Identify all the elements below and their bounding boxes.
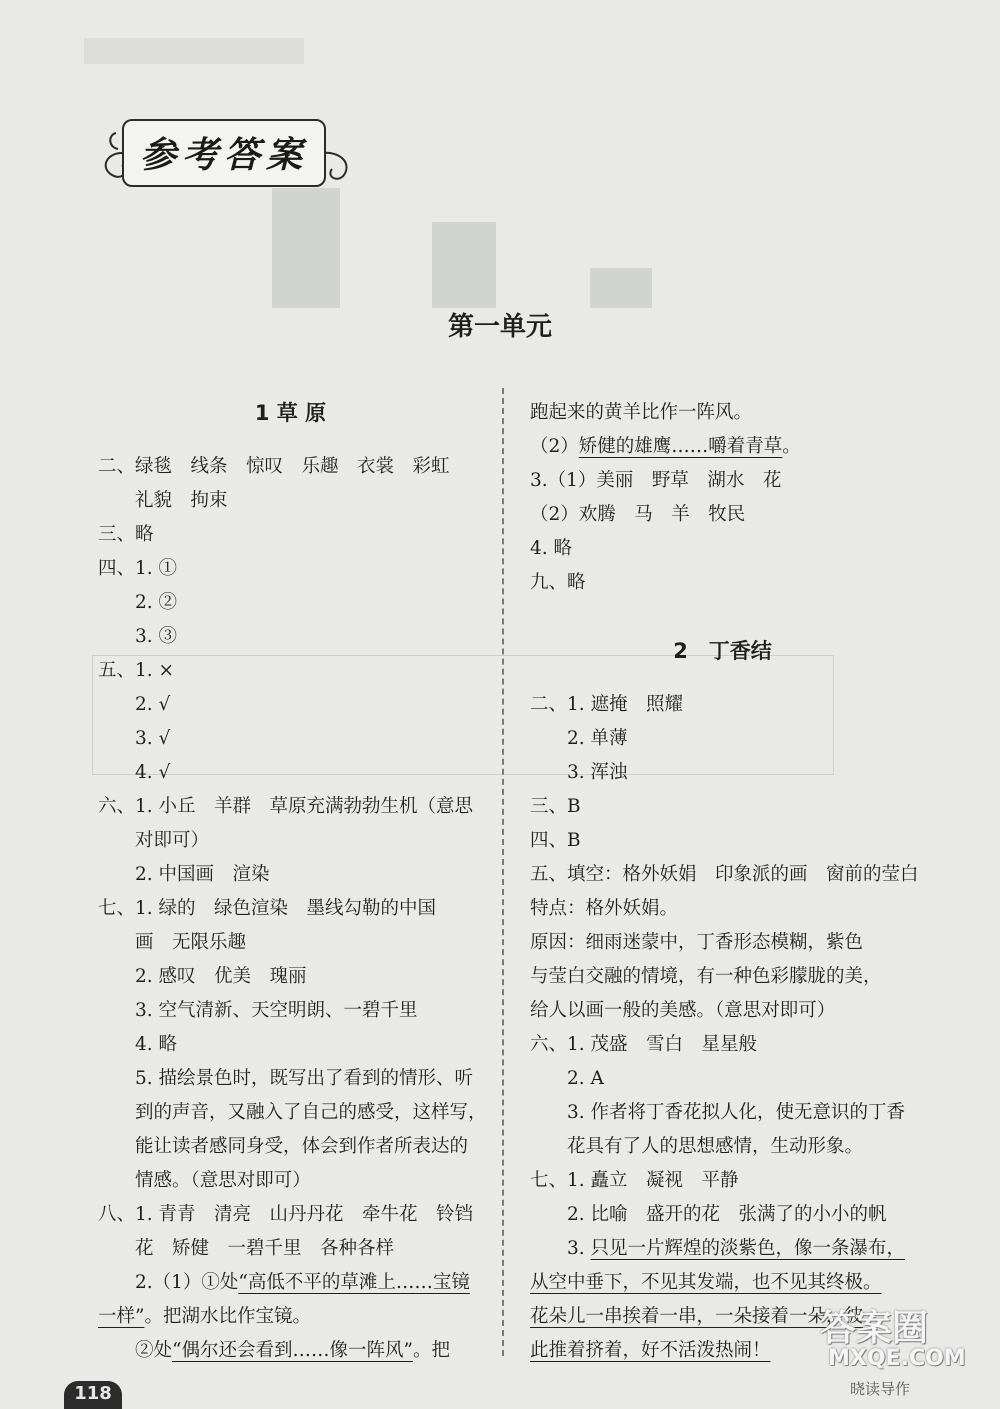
- answer-line: 画 无限乐趣: [98, 932, 247, 953]
- page-number: 118: [64, 1381, 122, 1409]
- lesson-title: 1 草 原: [254, 401, 327, 425]
- answer-line: [530, 1266, 915, 1300]
- underlined-quote: 从空中垂下，不见其发端，也不见其终极。: [530, 1272, 882, 1293]
- answer-text: ②处: [98, 1340, 173, 1361]
- right-column: [530, 396, 919, 1368]
- underlined-quote: “偶尔还会看到……像一阵风”: [172, 1340, 413, 1361]
- answer-text: 2.（1）①处: [98, 1272, 239, 1293]
- answer-line: 4. √: [98, 762, 171, 783]
- watermark-logo: 答案圈: [820, 1308, 929, 1349]
- lesson-title: 2 丁香结: [673, 639, 772, 663]
- answer-line: 九、略: [530, 572, 586, 593]
- answer-line: [98, 1266, 483, 1300]
- answer-line: 2. 中国画 渲染: [98, 864, 270, 885]
- answer-line: [98, 1334, 483, 1368]
- answer-line: 七、1. 矗立 凝视 平静: [530, 1170, 739, 1191]
- underlined-quote: 此推着挤着，好不活泼热闹！: [530, 1340, 771, 1361]
- answer-line: 七、1. 绿的 绿色渲染 墨线勾勒的中国: [98, 898, 437, 919]
- ghost-bar: [84, 38, 304, 64]
- answer-line: 3. 浑浊: [530, 762, 628, 783]
- answer-line: 2. √: [98, 694, 171, 715]
- answer-line: 三、略: [98, 524, 154, 545]
- underlined-quote: “高低不平的草滩上……宝镜: [238, 1272, 470, 1293]
- underlined-quote: 只见一片辉煌的淡紫色，像一条瀑布，: [590, 1238, 906, 1259]
- answer-line: 5. 描绘景色时，既写出了看到的情形、听: [98, 1068, 474, 1089]
- answer-text: 。把: [412, 1340, 450, 1361]
- answer-line: 2. 单薄: [530, 728, 628, 749]
- watermark-caption: 晓读导作: [850, 1380, 911, 1398]
- answer-line: 二、1. 遮掩 照耀: [530, 694, 684, 715]
- answer-line: 4. 略: [98, 1034, 178, 1055]
- answer-line: 能让读者感同身受，体会到作者所表达的: [98, 1136, 469, 1157]
- ghost-bar: [272, 188, 340, 308]
- underlined-quote: 花朵儿一串挨着一串，一朵接着一朵，彼: [530, 1306, 864, 1327]
- answer-text: 3.: [530, 1238, 591, 1259]
- answer-line: 六、1. 茂盛 雪白 星星般: [530, 1034, 758, 1055]
- answer-line: 到的声音，又融入了自己的感受，这样写，: [98, 1102, 487, 1123]
- answer-line: 三、B: [530, 796, 581, 817]
- answer-line: 3. √: [98, 728, 171, 749]
- answer-line: 八、1. 青青 清亮 山丹丹花 牵牛花 铃铛: [98, 1204, 474, 1225]
- answer-line: 礼貌 拘束: [98, 490, 228, 511]
- answer-text: 。把湖水比作宝镜。: [144, 1306, 311, 1327]
- answer-line: 给人以画一般的美感。（意思对即可）: [530, 1000, 836, 1021]
- answer-line: 花 矫健 一碧千里 各种各样: [98, 1238, 395, 1259]
- underlined-quote: 矫健的雄鹰……嚼着青草: [578, 436, 783, 457]
- answer-line: 花具有了人的思想感情，生动形象。: [530, 1136, 864, 1157]
- left-column: [98, 396, 487, 1368]
- answer-line: 3. 空气清新、天空明朗、一碧千里: [98, 1000, 418, 1021]
- answer-line: 六、1. 小丘 羊群 草原充满勃勃生机（意思: [98, 796, 474, 817]
- answer-line: 二、绿毯 线条 惊叹 乐趣 衣裳 彩虹: [98, 456, 450, 477]
- banner-title: 参考答案: [140, 134, 309, 176]
- answer-line: 跑起来的黄羊比作一阵风。: [530, 402, 753, 423]
- answer-line: 特点：格外妖娟。: [530, 898, 679, 919]
- answer-line: [530, 1232, 915, 1266]
- answer-line: 四、1. ①: [98, 558, 178, 579]
- answer-line: 原因：细雨迷蒙中，丁香形态模糊，紫色: [530, 932, 864, 953]
- answer-line: [530, 430, 915, 464]
- answer-line: 2. 比喻 盛开的花 张满了的小小的帆: [530, 1204, 887, 1225]
- answer-line: [98, 1300, 483, 1334]
- ghost-bar: [432, 222, 496, 308]
- answer-line: 四、B: [530, 830, 581, 851]
- answer-text: （2）: [530, 436, 579, 457]
- column-divider: [502, 388, 504, 1356]
- answer-line: 五、1. ×: [98, 660, 175, 681]
- answer-line: 2. 感叹 优美 瑰丽: [98, 966, 307, 987]
- ghost-bar: [590, 268, 652, 308]
- answer-line: 五、填空：格外妖娟 印象派的画 窗前的莹白: [530, 864, 919, 885]
- watermark: [820, 1300, 990, 1398]
- answer-line: 3. 作者将丁香花拟人化，使无意识的丁香: [530, 1102, 906, 1123]
- answer-line: 对即可）: [98, 830, 210, 851]
- watermark-url: MXQE.COM: [828, 1346, 966, 1371]
- answer-line: 2. ②: [98, 592, 178, 613]
- answer-line: 情感。（意思对即可）: [98, 1170, 311, 1191]
- underlined-quote: 一样”: [98, 1306, 145, 1327]
- answer-text: 。: [782, 436, 801, 457]
- answer-line: 2. A: [530, 1068, 604, 1089]
- answer-line: 与莹白交融的情境，有一种色彩朦胧的美，: [530, 966, 882, 987]
- unit-title: 第一单元: [447, 312, 552, 342]
- answer-line: 4. 略: [530, 538, 573, 559]
- answer-banner: [100, 113, 355, 191]
- answer-line: 3.（1）美丽 野草 湖水 花: [530, 470, 782, 491]
- answer-line: （2）欢腾 马 羊 牧民: [530, 504, 746, 525]
- answer-line: 3. ③: [98, 626, 178, 647]
